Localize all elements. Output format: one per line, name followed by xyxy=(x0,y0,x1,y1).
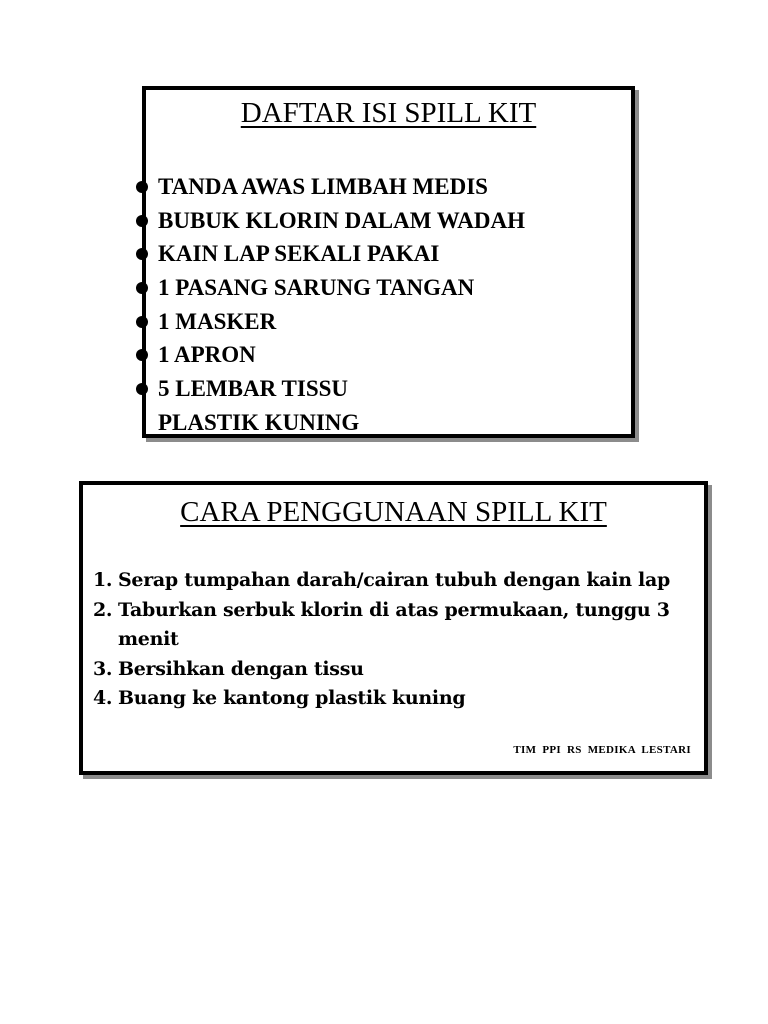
usage-step xyxy=(93,684,694,714)
usage-step xyxy=(93,655,694,685)
usage-step xyxy=(93,596,694,655)
usage-steps xyxy=(93,566,694,714)
contents-item-label: 5 LEMBAR TISSU xyxy=(158,376,349,402)
contents-item-label: 1 PASANG SARUNG TANGAN xyxy=(158,275,475,301)
step-text: Buang ke kantong plastik kuning xyxy=(118,687,466,709)
bullet-icon xyxy=(136,349,148,361)
step-text: Taburkan serbuk klorin di atas permukaan, tunggu 3 menit xyxy=(118,598,670,650)
contents-item-label: KAIN LAP SEKALI PAKAI xyxy=(158,241,440,267)
step-number: 2. xyxy=(93,598,113,621)
step-text: Bersihkan dengan tissu xyxy=(118,657,364,680)
contents-item-label: PLASTIK KUNING xyxy=(158,409,360,435)
bullet-icon xyxy=(136,248,148,260)
step-number: 4. xyxy=(93,687,113,709)
step-text: Serap tumpahan darah/cairan tubuh dengan kain lap xyxy=(118,569,670,591)
contents-item-label: 1 APRON xyxy=(158,342,256,368)
usage-title: CARA PENGGUNAAN SPILL KIT xyxy=(180,496,607,528)
bullet-icon xyxy=(136,282,148,294)
contents-item-label: TANDA AWAS LIMBAH MEDIS xyxy=(158,174,488,199)
bullet-icon xyxy=(136,383,148,395)
contents-item-label: 1 MASKER xyxy=(158,308,277,334)
spill-kit-usage-box xyxy=(79,481,708,775)
step-number: 3. xyxy=(93,657,113,680)
bullet-icon xyxy=(136,215,148,227)
step-number: 1. xyxy=(93,569,113,591)
spill-kit-contents-box xyxy=(142,86,635,438)
contents-item-label: BUBUK KLORIN DALAM WADAH xyxy=(158,207,525,233)
bullet-icon xyxy=(136,181,148,193)
usage-step xyxy=(93,566,694,596)
team-credit: TIM PPI RS MEDIKA LESTARI xyxy=(513,744,691,756)
bullet-icon xyxy=(136,316,148,328)
contents-title: DAFTAR ISI SPILL KIT xyxy=(240,97,537,129)
